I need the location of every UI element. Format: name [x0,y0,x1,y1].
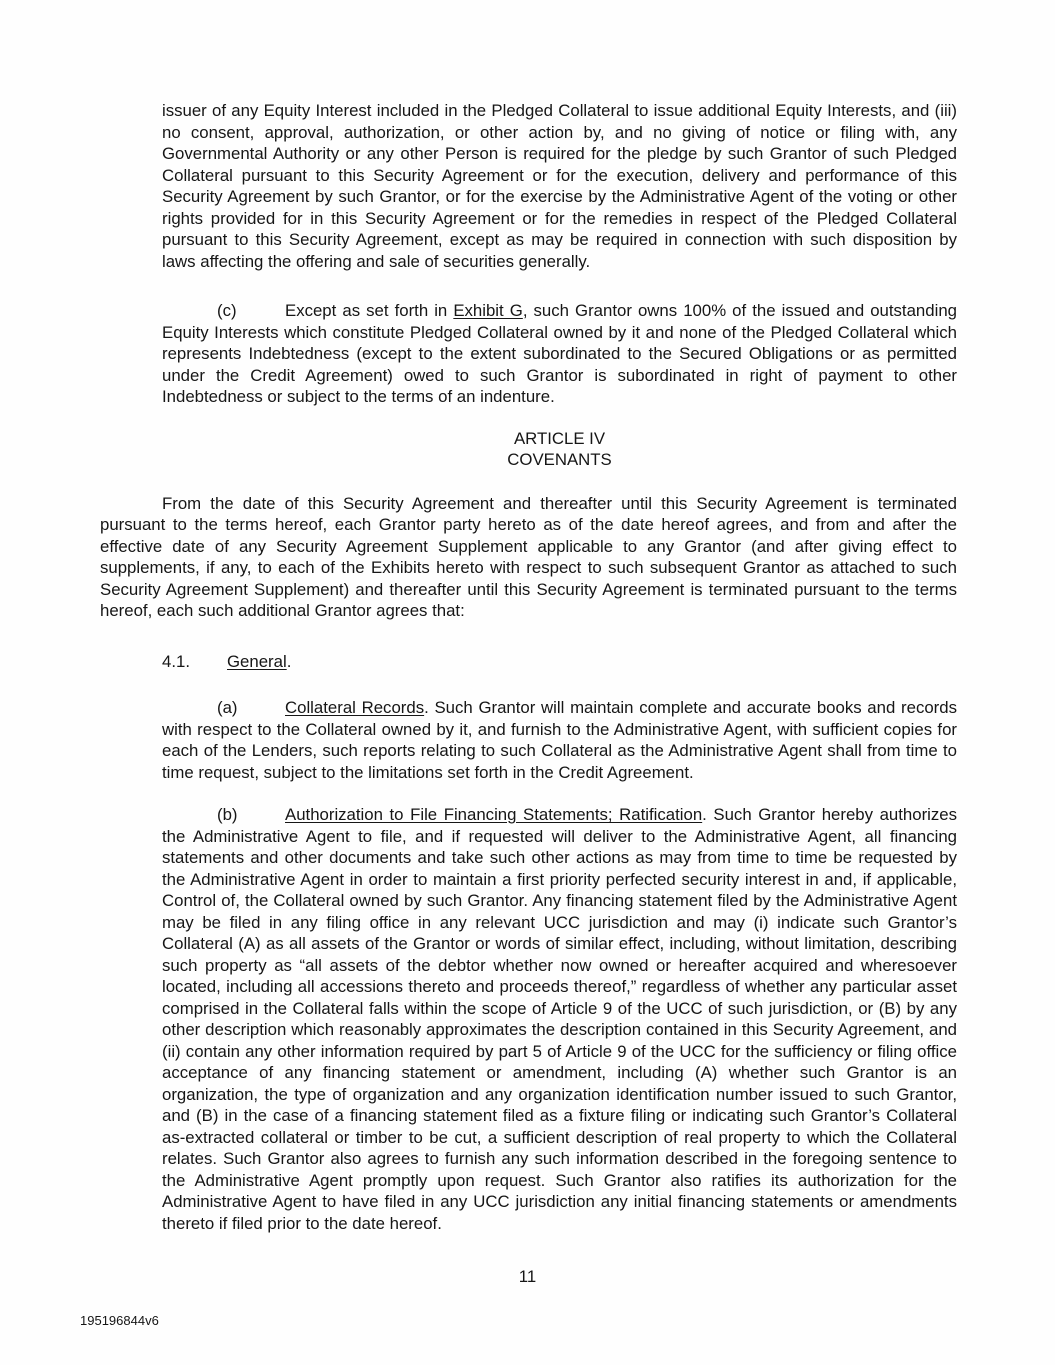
paragraph-c [162,300,957,408]
page-number: 11 [518,1267,537,1286]
text-run: Except as set forth in [285,301,454,320]
paragraph-covenants-preamble: From the date of this Security Agreement and thereafter until this Security Agreement is terminated pursuant to the terms hereof, each Grantor party hereto as of the date hereof agrees, and from and after the effective date of any Security Agreement Supplement applicable to any Grantor (and after giving effect to supplements, if any, to each of the Exhibits hereto with respect to such subsequent Grantor as attached to such Security Agreement Supplement) and thereafter until this Security Agreement is terminated pursuant to the terms hereof, each such additional Grantor agrees that: [100,493,957,620]
document-id-footer: 195196844v6 [80,1313,159,1328]
paragraph-a-collateral-records [162,697,957,783]
text-run: (c) [217,301,237,320]
underlined-text-run: Exhibit G [453,301,523,320]
underlined-text-run: Authorization to File Financing Statements; Ratification [285,805,703,824]
underlined-text-run: Collateral Records [285,698,425,717]
article-heading-title: COVENANTS [507,450,612,469]
text-run: , such Grantor owns 100% of the issued and outstanding Equity Interests which constitute Pledged Collateral owned by it and none of the Pledged Collateral which represents Indebtedness (except to the extent subordinated to the Secured Obligations or as permitted under the Credit Agreement) owed to such Grantor is subordinated in right of payment to other Indebtedness or subject to the terms of an indenture. [162,301,957,406]
underlined-text-run: General [227,651,287,671]
paragraph-b-authorization-to-file [162,804,957,1234]
section-heading-4-1-general [162,651,957,673]
text-run: . Such Grantor will maintain complete and accurate books and records with respect to the Collateral owned by it, and furnish to the Administrative Agent, with sufficient copies for each of the Lenders, such reports relating to such Collateral as the Administrative Agent shall from time to time request, subject to the limitations set forth in the Credit Agreement. [162,698,957,782]
text-run: . Such Grantor hereby authorizes the Administrative Agent to file, and if requested will deliver to the Administrative Agent, all financing statements and other documents and take such other actions as may from time to time be requested by the Administrative Agent in order to maintain a first priority perfected security interest in and, if applicable, Control of, the Collateral owned by such Grantor. Any financing statement filed by the Administrative Agent may be filed in any filing office in any relevant UCC jurisdiction and may (i) indicate such Grantor’s Collateral (A) as all assets of the Grantor or words of similar effect, including, without limitation, describing such property as “all assets of the debtor whether now owned or hereafter acquired and wheresoever located, including all accessions thereto and proceeds thereof,” regardless of whether any particular asset comprised in the Collateral falls within the scope of Article 9 of the UCC of such jurisdiction, or (B) by any other description which reasonably approximates the description contained in this Security Agreement, and (ii) contain any other information required by part 5 of Article 9 of the UCC for the sufficiency or filing office acceptance of any financing statement or amendment, including (A) whether such Grantor is an organization, the type of organization and any organization identification number issued to such Grantor, and (B) in the case of a financing statement filed as a fixture filing or indicating such Grantor’s Collateral as-extracted collateral or timber to be cut, a sufficient description of real property to which the Collateral relates. Such Grantor also agrees to furnish any such information described in the foregoing sentence to the Administrative Agent promptly upon request. Such Grantor also ratifies its authorization for the Administrative Agent to have filed in any UCC jurisdiction any initial financing statements or amendments thereto if filed prior to the date hereof. [162,805,957,1233]
text-run: 4.1. [162,651,190,671]
paragraph-continuation: issuer of any Equity Interest included in the Pledged Collateral to issue additional Equity Interests, and (iii) no consent, approval, authorization, or other action by, and no giving of notice or filing with, any Governmental Authority or any other Person is required for the pledge by such Grantor of such Pledged Collateral pursuant to this Security Agreement or for the execution, delivery and performance of this Security Agreement by such Grantor, or for the exercise by the Administrative Agent of the voting or other rights provided for in this Security Agreement or for the remedies in respect of the Pledged Collateral pursuant to this Security Agreement, except as may be required in connection with such disposition by laws affecting the offering and sale of securities generally. [162,101,957,271]
article-heading [162,428,957,471]
text-run: (a) [217,698,238,717]
text-run: . [286,651,292,671]
text-run: (b) [217,805,238,824]
article-heading-number: ARTICLE IV [513,428,606,448]
